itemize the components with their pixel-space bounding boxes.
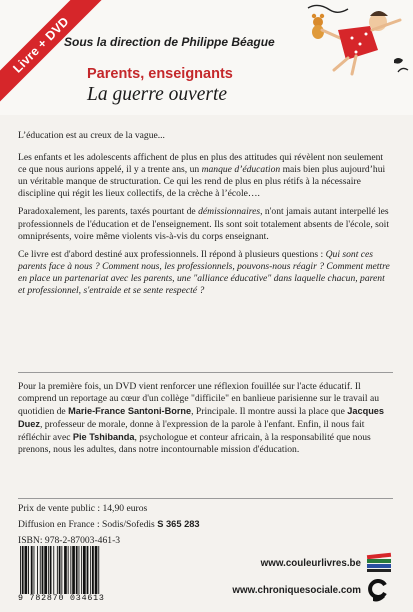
book-title-line2: La guerre ouverte <box>87 84 228 105</box>
editor-credit: Sous la direction de Philippe Béague <box>64 35 275 49</box>
barcode-bar <box>40 546 41 594</box>
barcode-bar <box>42 546 44 594</box>
barcode-bar <box>76 546 78 594</box>
barcode-bar <box>61 546 62 594</box>
couleur-livres-logo <box>365 551 395 573</box>
barcode-bar <box>53 546 54 594</box>
barcode-bar <box>44 546 47 594</box>
price-line: Prix de vente public : 14,90 euros <box>18 503 148 514</box>
barcode-bar <box>48 546 49 594</box>
barcode-bar <box>34 546 35 594</box>
publisher-url-couleurlivres[interactable]: www.couleurlivres.be <box>260 558 361 569</box>
barcode-bar <box>79 546 80 594</box>
paragraph-2: Paradoxalement, les parents, taxés pourtant de démissionnaires, n'ont jamais autant interpellé les professionnels de l'éducation et de l'enseignement. Ils sont soit totalement absents de l'école, soit omniprésents, voire même violents vis-à-vis du corps enseignant. <box>18 206 389 242</box>
barcode-bar <box>72 546 75 594</box>
section-divider <box>18 372 393 373</box>
barcode-bar <box>64 546 67 594</box>
barcode-bar <box>22 546 24 594</box>
barcode-bar <box>28 546 29 594</box>
barcode-bar <box>90 546 91 594</box>
diffusion-line: Diffusion en France : Sodis/Sofedis S 365 283 <box>18 519 200 530</box>
barcode-bar <box>57 546 58 594</box>
dvd-description <box>18 381 393 463</box>
barcode-number: 9 782870 034613 <box>18 594 105 603</box>
barcode-bar <box>31 546 33 594</box>
barcode-bar <box>68 546 69 594</box>
chronique-sociale-logo <box>367 579 391 605</box>
paragraph-3: Ce livre est d'abord destiné aux professionnels. Il répond à plusieurs questions : Qui sont ces parents face à nous ? Comment nous, les professionnels, pouvons-nous réagir ? Comment mettre en place un partenariat avec les parents, une "alliance éducative" dans laquelle chacun, parent et professionnel, s'entraide et se sente respecté ? <box>18 248 390 297</box>
paragraph-1: Les enfants et les adolescents affichent de plus en plus des attitudes qui révèlent non seulement ce que nous aurions appelé, il y a trente ans, un manque d’éducation mais bien plus aujourd’hui un véritable manque de structuration. Ce qui les rend de plus en plus rétifs à la nécessaire discipline qui régit les lieux collectifs, de la crèche à l’école…. <box>18 152 386 200</box>
publisher-url-chroniquesociale[interactable]: www.chroniquesociale.com <box>232 585 361 596</box>
back-cover-text <box>18 130 393 303</box>
barcode-bar <box>92 546 94 594</box>
paragraph-4: Pour la première fois, un DVD vient renforcer une réflexion fouillée sur l'acte éducatif. Il comprend un reportage au cœur d'un collège "difficile" en banlieue parisienne sur le travail au quotidien de Marie-France Santoni-Borne, Principale. Il montre aussi la place que Jacques Duez, professeur de morale, donne à l'expression de la parole à l'enfant. Enfin, il nous fait réfléchir avec Pie Tshibanda, psychologue et conteur africain, à la responsabilité que nous prenons, nous les adultes, dans notre incontournable mission d'éducation. <box>18 381 385 456</box>
barcode-bar <box>70 546 71 594</box>
barcode-bar <box>37 546 38 594</box>
barcode-bar <box>98 546 99 594</box>
barcode-bar <box>87 546 89 594</box>
barcode-bar <box>59 546 61 594</box>
barcode-bar <box>20 546 21 594</box>
section-divider-bottom <box>18 498 393 499</box>
child-flying-illustration <box>300 0 413 85</box>
isbn-line: ISBN: 978-2-87003-461-3 <box>18 535 121 546</box>
barcode-bar <box>50 546 52 594</box>
livre-dvd-ribbon: Livre + DVD <box>0 0 102 106</box>
lead-sentence: L’éducation est au creux de la vague... <box>18 130 165 141</box>
barcode-bar <box>83 546 86 594</box>
barcode-bar <box>25 546 28 594</box>
cover-header <box>0 0 413 115</box>
isbn-barcode <box>18 546 130 594</box>
barcode-bar <box>95 546 98 594</box>
book-title-line1: Parents, enseignants <box>87 66 233 82</box>
barcode-bar <box>81 546 82 594</box>
